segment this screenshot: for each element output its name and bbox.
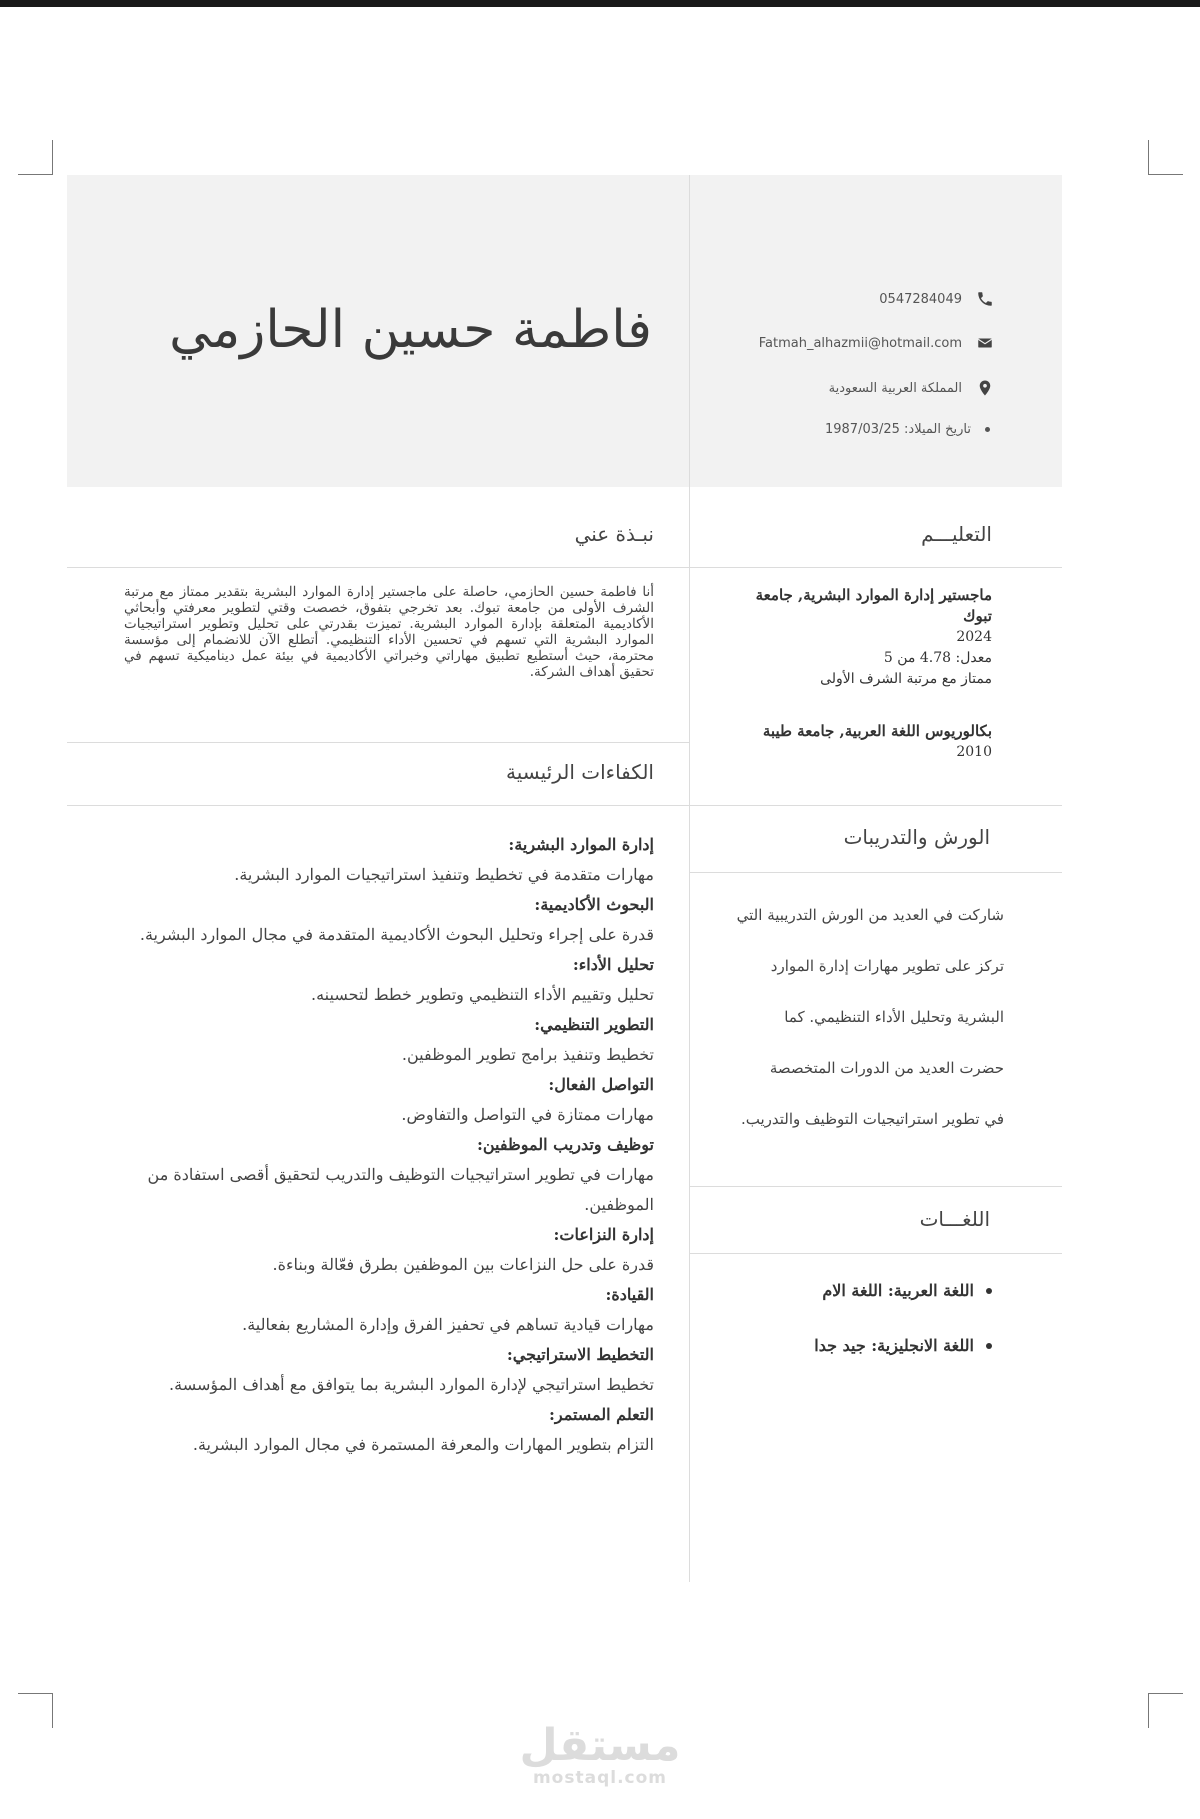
bullet-icon: [986, 1288, 992, 1294]
competency-title: التطوير التنظيمي:: [534, 1015, 654, 1034]
workshops-line: شاركت في العديد من الورش التدريبية التي: [736, 906, 1004, 924]
divider-languages-top: [689, 1186, 1062, 1187]
education-honor: ممتاز مع مرتبة الشرف الأولى: [820, 671, 992, 687]
competency-item: [114, 890, 654, 950]
workshops-line: تركز على تطوير مهارات إدارة الموارد: [770, 957, 1004, 975]
divider-workshops: [689, 872, 1062, 873]
contact-phone: [879, 290, 994, 308]
competency-item: [114, 1010, 654, 1070]
language-item: [822, 1281, 992, 1300]
phone-text: 0547284049: [879, 291, 962, 307]
competency-desc: قدرة على إجراء وتحليل البحوث الأكاديمية المتقدمة في مجال الموارد البشرية.: [139, 925, 654, 944]
divider-competencies: [67, 805, 689, 806]
workshops-line: البشرية وتحليل الأداء التنظيمي. كما: [784, 1008, 1004, 1026]
education-degree: ماجستير إدارة الموارد البشرية, جامعة تبوك: [755, 586, 992, 625]
competency-item: [114, 1280, 654, 1340]
education-item: [722, 585, 992, 690]
competency-item: [114, 1130, 654, 1220]
education-gpa: معدل: 4.78 من 5: [883, 650, 992, 666]
competency-desc: مهارات متقدمة في تخطيط وتنفيذ استراتيجيات الموارد البشرية.: [234, 865, 654, 884]
competency-title: تحليل الأداء:: [572, 955, 654, 974]
competency-item: [114, 950, 654, 1010]
contact-email[interactable]: [759, 334, 994, 352]
competency-item: [114, 1400, 654, 1460]
competency-title: التخطيط الاستراتيجي:: [506, 1345, 654, 1364]
competency-title: توظيف وتدريب الموظفين:: [476, 1135, 654, 1154]
competency-item: [114, 1220, 654, 1280]
divider-education: [689, 567, 1062, 568]
workshops-line: في تطوير استراتيجيات التوظيف والتدريب.: [740, 1110, 1004, 1128]
education-item: [722, 721, 992, 763]
competency-desc: تخطيط استراتيجي لإدارة الموارد البشرية بما يتوافق مع أهداف المؤسسة.: [169, 1375, 654, 1394]
competency-desc: تخطيط وتنفيذ برامج تطوير الموظفين.: [401, 1045, 654, 1064]
competencies-title: الكفاءات الرئيسية: [506, 760, 654, 784]
education-degree: بكالوريوس اللغة العربية, جامعة طيبة: [762, 722, 992, 740]
email-text: Fatmah_alhazmii@hotmail.com: [758, 335, 962, 351]
about-title: نبـذة عني: [574, 522, 654, 546]
competency-desc: التزام بتطوير المهارات والمعرفة المستمرة في مجال الموارد البشرية.: [192, 1435, 654, 1454]
competency-title: البحوث الأكاديمية:: [534, 895, 654, 914]
workshops-title: الورش والتدريبات: [843, 825, 990, 849]
top-bar: [0, 0, 1200, 7]
contact-location: [829, 379, 994, 397]
bullet-icon: [986, 1343, 992, 1349]
competency-desc: مهارات ممتازة في التواصل والتفاوض.: [401, 1105, 654, 1124]
education-year: 2010: [956, 744, 992, 760]
divider-competencies-top: [67, 742, 689, 743]
competency-item: [114, 830, 654, 890]
language-item: [814, 1336, 992, 1355]
birthdate-text: تاريخ الميلاد: 1987/03/25: [824, 422, 971, 437]
bullet-icon: [985, 427, 990, 432]
location-text: المملكة العربية السعودية: [828, 380, 962, 396]
about-text: أنا فاطمة حسين الحازمي، حاصلة على ماجستير إدارة الموارد البشرية بتقدير ممتاز مع مرتبة الشرف الأولى من جامعة تبوك. بعد تخرجي بتفوق، خصصت وقتي لتطوير معرفتي وأبحاثي الأكاديمية المتعلقة بإدارة الموارد البشرية. تميزت بقدرتي على تحليل وتطوير استراتيجيات الموارد البشرية التي تسهم في تحسين الأداء التنظيمي. أتطلع الآن للانضمام إلى مؤسسة محترمة، حيث أستطيع تطبيق مهاراتي وخبراتي الأكاديمية في بيئة عمل ديناميكية تسهم في تحقيق أهداف الشركة.: [124, 584, 654, 680]
competencies-list: [114, 830, 654, 1460]
competency-item: [114, 1340, 654, 1400]
crop-mark-top-right: [1148, 140, 1183, 175]
workshops-line: حضرت العديد من الدورات المتخصصة: [769, 1059, 1004, 1077]
phone-icon: [976, 290, 994, 308]
education-year: 2024: [956, 629, 992, 645]
watermark-logo: مستقل: [519, 1720, 681, 1771]
competency-title: إدارة النزاعات:: [553, 1225, 654, 1244]
divider-workshops-top: [689, 805, 1062, 806]
map-pin-icon: [976, 379, 994, 397]
language-text: اللغة الانجليزية: جيد جدا: [814, 1336, 974, 1355]
divider-languages: [689, 1253, 1062, 1254]
education-title: التعليـــم: [921, 522, 992, 546]
crop-mark-top-left: [18, 140, 53, 175]
competency-title: التعلم المستمر:: [548, 1405, 654, 1424]
contact-birthdate: [825, 422, 990, 437]
person-name: فاطمة حسين الحازمي: [169, 300, 652, 360]
languages-title: اللغـــات: [919, 1207, 990, 1231]
watermark-site: mostaql.com: [532, 1768, 668, 1788]
workshops-text: [714, 890, 1004, 1145]
competency-title: التواصل الفعال:: [548, 1075, 654, 1094]
competency-desc: مهارات في تطوير استراتيجيات التوظيف والتدريب لتحقيق أقصى استفادة من الموظفين.: [147, 1165, 654, 1214]
divider-about: [67, 567, 689, 568]
competency-desc: مهارات قيادية تساهم في تحفيز الفرق وإدارة المشاريع بفعالية.: [242, 1315, 654, 1334]
competency-title: إدارة الموارد البشرية:: [508, 835, 654, 854]
envelope-icon: [976, 334, 994, 352]
competency-item: [114, 1070, 654, 1130]
column-divider: [689, 175, 690, 1582]
competency-desc: قدرة على حل النزاعات بين الموظفين بطرق فعّالة وبناءة.: [272, 1255, 654, 1274]
language-text: اللغة العربية: اللغة الام: [822, 1281, 974, 1300]
competency-desc: تحليل وتقييم الأداء التنظيمي وتطوير خطط لتحسينه.: [311, 985, 654, 1004]
competency-title: القيادة:: [605, 1285, 654, 1304]
